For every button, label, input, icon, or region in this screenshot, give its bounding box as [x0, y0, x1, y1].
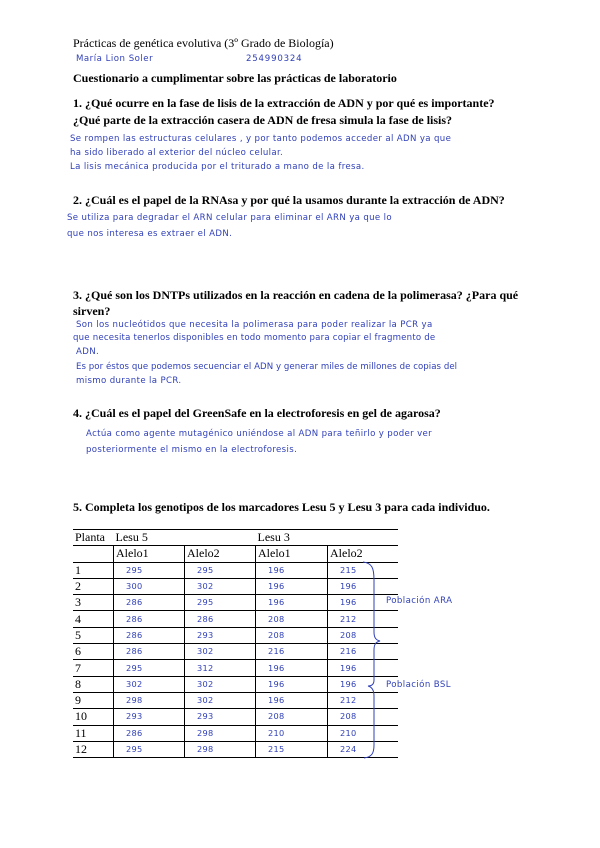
question-3-line-2: sirven?	[73, 304, 111, 318]
allele-value: 196	[256, 562, 328, 578]
allele-value: 293	[114, 709, 185, 725]
plant-number: 10	[73, 709, 114, 725]
table-row	[73, 660, 398, 676]
question-3-line-1: 3. ¿Qué son los DNTPs utilizados en la reacción en cadena de la polimerasa? ¿Para qué	[73, 288, 519, 302]
allele-value: 210	[256, 725, 328, 741]
allele-value: 298	[185, 741, 256, 757]
allele-value: 196	[328, 676, 399, 692]
genotype-table	[73, 529, 398, 758]
answer-1-line-3: La lisis mecánica producida por el triturado a mano de la fresa.	[70, 162, 365, 172]
allele-value: 286	[185, 611, 256, 627]
header-allele: Alelo1	[114, 546, 185, 562]
allele-value: 224	[328, 741, 399, 757]
allele-value: 210	[328, 725, 399, 741]
table-row	[73, 562, 398, 578]
table-row	[73, 692, 398, 708]
allele-value: 196	[328, 660, 399, 676]
allele-value: 298	[114, 692, 185, 708]
allele-value: 286	[114, 595, 185, 611]
header-allele: Alelo1	[256, 546, 328, 562]
allele-value: 302	[185, 676, 256, 692]
allele-value: 295	[114, 660, 185, 676]
allele-value: 208	[328, 627, 399, 643]
allele-value: 302	[185, 644, 256, 660]
answer-4-line-2: posteriormente el mismo en la electroforesis.	[86, 445, 298, 455]
header-marker-lesu5: Lesu 5	[114, 530, 185, 546]
allele-value: 208	[256, 627, 328, 643]
allele-value: 208	[328, 709, 399, 725]
header-allele: Alelo2	[185, 546, 256, 562]
answer-3-line-2: que necesita tenerlos disponibles en todo momento para copiar el fragmento de	[73, 333, 436, 343]
allele-value: 212	[328, 692, 399, 708]
allele-value: 300	[114, 578, 185, 594]
answer-3-line-4: Es por éstos que podemos secuenciar el ADN y generar miles de millones de copias del	[76, 362, 458, 372]
plant-number: 2	[73, 578, 114, 594]
table-row	[73, 627, 398, 643]
question-4-line-1: 4. ¿Cuál es el papel del GreenSafe en la electroforesis en gel de agarosa?	[73, 406, 441, 420]
plant-number: 8	[73, 676, 114, 692]
question-5-line-1: 5. Completa los genotipos de los marcadores Lesu 5 y Lesu 3 para cada individuo.	[73, 500, 490, 514]
allele-value: 302	[185, 578, 256, 594]
answer-3-line-5: mismo durante la PCR.	[76, 376, 182, 386]
question-1-line-1: 1. ¿Qué ocurre en la fase de lisis de la extracción de ADN y por qué es importante?	[73, 96, 495, 110]
answer-2-line-2: que nos interesa es extraer el ADN.	[67, 229, 233, 239]
allele-value: 286	[114, 611, 185, 627]
allele-value: 196	[328, 578, 399, 594]
table-header-row	[73, 530, 398, 546]
allele-value: 196	[256, 578, 328, 594]
document-title: Prácticas de genética evolutiva (3º Grado de Biología)	[73, 36, 334, 50]
table-row	[73, 709, 398, 725]
allele-value: 215	[256, 741, 328, 757]
header-marker-lesu3: Lesu 3	[256, 530, 328, 546]
allele-value: 286	[114, 627, 185, 643]
table-row	[73, 741, 398, 757]
allele-value: 216	[328, 644, 399, 660]
plant-number: 4	[73, 611, 114, 627]
answer-2-line-1: Se utiliza para degradar el ARN celular para eliminar el ARN ya que lo	[67, 213, 392, 223]
table-row	[73, 676, 398, 692]
plant-number: 7	[73, 660, 114, 676]
allele-value: 286	[114, 644, 185, 660]
plant-number: 5	[73, 627, 114, 643]
allele-value: 196	[256, 660, 328, 676]
table-row	[73, 578, 398, 594]
header-allele: Alelo2	[328, 546, 399, 562]
plant-number: 11	[73, 725, 114, 741]
header-planta: Planta	[73, 530, 114, 546]
allele-value: 293	[185, 709, 256, 725]
plant-number: 9	[73, 692, 114, 708]
answer-1-line-1: Se rompen las estructuras celulares , y por tanto podemos acceder al ADN ya que	[70, 134, 452, 144]
allele-value: 293	[185, 627, 256, 643]
student-id: 254990324	[246, 54, 303, 64]
population-label-ara: Población ARA	[386, 596, 453, 606]
allele-value: 295	[185, 595, 256, 611]
allele-value: 216	[256, 644, 328, 660]
allele-value: 295	[185, 562, 256, 578]
allele-value: 196	[256, 692, 328, 708]
table-allele-header-row	[73, 546, 398, 562]
allele-value: 295	[114, 562, 185, 578]
allele-value: 196	[256, 595, 328, 611]
table-row	[73, 644, 398, 660]
allele-value: 208	[256, 709, 328, 725]
document-subtitle: Cuestionario a cumplimentar sobre las prácticas de laboratorio	[73, 71, 397, 85]
allele-value: 302	[185, 692, 256, 708]
plant-number: 3	[73, 595, 114, 611]
plant-number: 12	[73, 741, 114, 757]
answer-3-line-1: Son los nucleótidos que necesita la polimerasa para poder realizar la PCR ya	[76, 320, 433, 330]
answer-4-line-1: Actúa como agente mutagénico uniéndose al ADN para teñirlo y poder ver	[86, 429, 433, 439]
answer-3-line-3: ADN.	[76, 347, 100, 357]
allele-value: 196	[328, 595, 399, 611]
allele-value: 302	[114, 676, 185, 692]
allele-value: 312	[185, 660, 256, 676]
plant-number: 6	[73, 644, 114, 660]
allele-value: 295	[114, 741, 185, 757]
table-row	[73, 725, 398, 741]
population-label-bsl: Población BSL	[386, 680, 451, 690]
allele-value: 196	[256, 676, 328, 692]
allele-value: 298	[185, 725, 256, 741]
student-name: María Lion Soler	[76, 54, 154, 64]
allele-value: 212	[328, 611, 399, 627]
plant-number: 1	[73, 562, 114, 578]
answer-1-line-2: ha sido liberado al exterior del núcleo celular.	[70, 148, 284, 158]
population-bracket-icon	[360, 560, 382, 760]
question-2-line-1: 2. ¿Cuál es el papel de la RNAsa y por qué la usamos durante la extracción de ADN?	[73, 193, 505, 207]
table-row	[73, 611, 398, 627]
allele-value: 215	[328, 562, 399, 578]
allele-value: 208	[256, 611, 328, 627]
table-row	[73, 595, 398, 611]
allele-value: 286	[114, 725, 185, 741]
question-1-line-2: ¿Qué parte de la extracción casera de ADN de fresa simula la fase de lisis?	[73, 113, 453, 127]
